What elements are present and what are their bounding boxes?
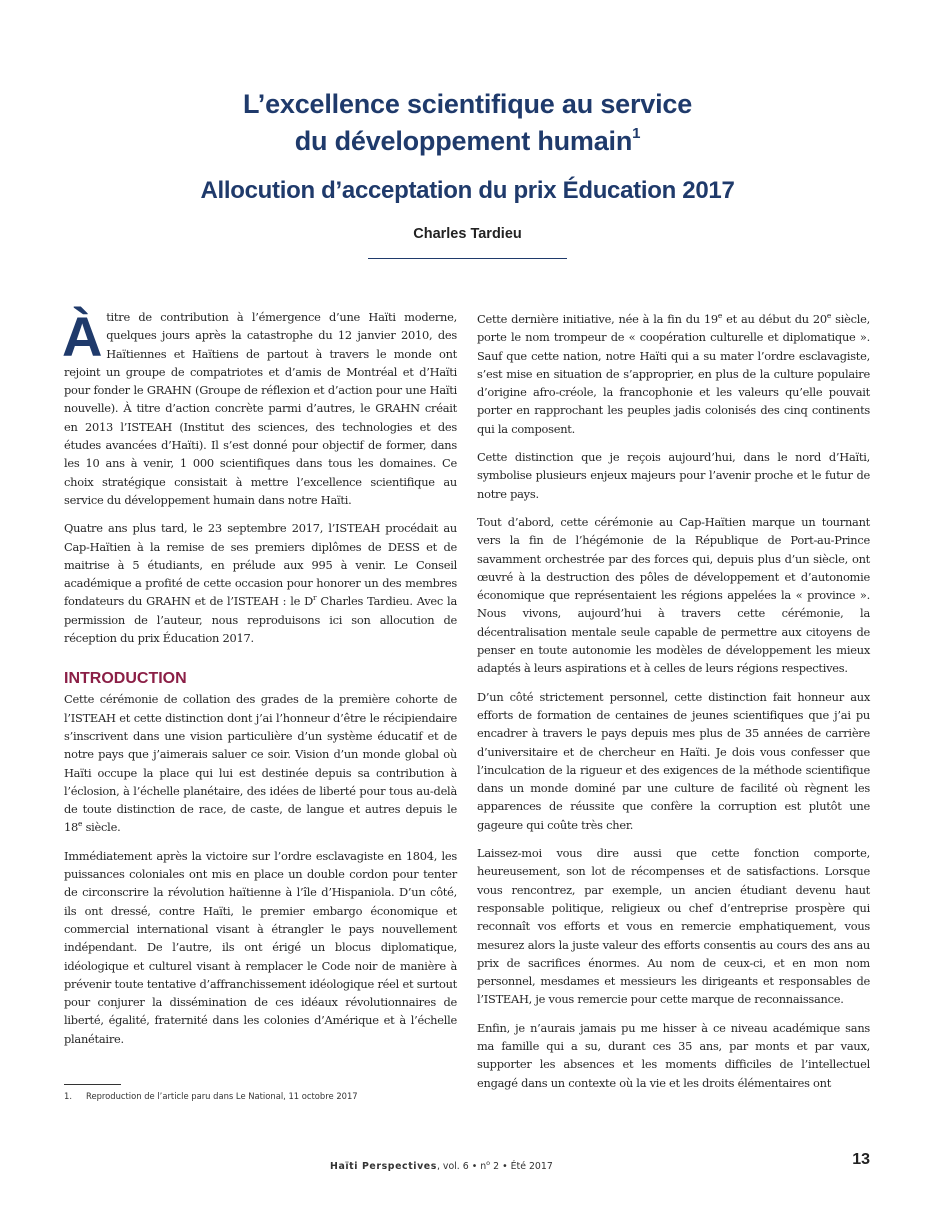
- footnote-text: Reproduction de l’article paru dans Le National, 11 octobre 2017: [86, 1091, 358, 1101]
- paragraph-body-8: Enfin, je n’aurais jamais pu me hisser à ce niveau académique sans ma famille qui a su, durant ces 35 ans, par monts et par vaux, supporter les absences et les moments difficiles de l’intellectuel engagé dans un contexte où la vie et les droits élémentaires ont: [477, 1020, 870, 1090]
- paragraph-body-4: Cette distinction que je reçois aujourd’hui, dans le nord d’Haïti, symbolise plusieurs enjeux majeurs pour l’avenir proche et le futur de notre pays.: [477, 450, 870, 501]
- title-line-1: L’excellence scientifique au service: [242, 89, 693, 119]
- drop-cap: À: [62, 305, 103, 368]
- journal-name: Haïti Perspectives: [330, 1161, 437, 1173]
- paragraph-body-6: D’un côté strictement personnel, cette distinction fait honneur aux efforts de formation de centaines de jeunes scientifiques que j’ai pu encadrer à travers le pays depuis mes plus de 35 années de carrière d’universitaire et de chercheur en Haïti. Je dois vous confesser que l’inculcation de la rigueur et des exigences de la méthode scientifique dans un monde dominé par une culture de facilité où règnent les apparences de réussite que confère la corruption est plutôt une gageure qui coûte très cher.: [477, 689, 870, 832]
- title-line-2: du développement humain: [294, 126, 633, 156]
- right-column: [477, 310, 870, 1102]
- author-divider: [368, 258, 567, 259]
- footnote: [64, 1090, 464, 1102]
- paragraph-body-3: Cette dernière initiative, née à la fin du 19e et au début du 20e siècle, porte le nom trompeur de « coopération culturelle et diplomatique ». Sauf que cette nation, notre Haïti qui a su mater l’ordre esclavagiste, s’est mise en situation de s’approprier, en plus de la culture populaire d’origine afro-créole, la francophonie et les valeurs qu’elle pouvait porter en rapprochant les peuples jadis colonisés des cinq continents qui la composent.: [477, 311, 870, 436]
- title-footnote-marker[interactable]: 1: [632, 125, 641, 142]
- paragraph-body-2: Immédiatement après la victoire sur l’ordre esclavagiste en 1804, les puissances coloniales ont mis en place un double cordon pour tenter de circonscrire la révolution haïtienne à l’île d’Hispaniola. D’un côté, ils ont dressé, contre Haïti, le premier embargo économique et commercial international visant à étrangler le pays nouvellement indépendant. De l’autre, ils ont érigé un blocus diplomatique, idéologique et culturel visant à remplacer le Code noir de manière à prévenir toute tentative d’affranchissement idéologique réel et surtout pour conjurer la dissémination de ces idéaux révolutionnaires de liberté, égalité, fraternité dans les colonies d’Amérique et à l’échelle planétaire.: [64, 848, 457, 1046]
- left-column: [62, 305, 457, 1058]
- article-title: [0, 86, 935, 160]
- footnote-divider: [64, 1084, 121, 1085]
- page-number: 13: [852, 1151, 870, 1168]
- page-footer: Haïti Perspectives, vol. 6 • $n^o$ 2 • Été 2017: [330, 1159, 553, 1173]
- article-subtitle: Allocution d’acceptation du prix Éducation 2017: [200, 177, 735, 204]
- paragraph-body-5: Tout d’abord, cette cérémonie au Cap-Haïtien marque un tournant vers la fin de l’hégémonie de la République de Port-au-Prince savamment orchestrée par des forces qui, depuis plus d’un siècle, ont œuvré à la destruction des pôles de développement et d’autonomie économique que représentaient les régions appelées la « province ». Nous vivons, aujourd’hui à travers cette cérémonie, la décentralisation mentale seule capable de permettre aux citoyens de penser en toute autonomie les modèles de développement les mieux adaptés à leurs aspirations et à celles de leurs régions respectives.: [477, 514, 870, 676]
- paragraph-intro-2: Quatre ans plus tard, le 23 septembre 2017, l’ISTEAH procédait au Cap-Haïtien à la remise de ses premiers diplômes de DESS et de maitrise à 5 étudiants, en prélude aux 995 à venir. Le Conseil académique a profité de cette occasion pour honorer un des membres fondateurs du GRAHN et de l’ISTEAH : le $D^r$ Charles Tardieu. Avec la permission de l’auteur, nous reproduisons ici son allocution de réception du prix Éducation 2017.: [64, 521, 457, 646]
- paragraph-intro-1: À titre de contribution à l’émergence d’une Haïti moderne, quelques jours après la catastrophe du 12 janvier 2010, des Haïtiennes et Haïtiens de partout à travers le monde ont rejoint un groupe de compatriotes et d’amis de Montréal et d’Haïti pour fonder le GRAHN (Groupe de réflexion et d’action pour une Haïti nouvelle). À titre d’action concrète parmi d’autres, le GRAHN créait en 2013 l’ISTEAH (Institut des sciences, des technologies et des études avancées d’Haïti). Il s’est donné pour objectif de former, dans les 10 ans à venir, 1 000 scientifiques dans tous les domaines. Ce choix stratégique consistait à mettre l’excellence scientifique au service du développement humain dans notre Haïti.: [62, 305, 457, 507]
- footnote-number: 1.: [64, 1091, 72, 1101]
- article-author: Charles Tardieu: [413, 226, 522, 242]
- paragraph-body-7: Laissez-moi vous dire aussi que cette fonction comporte, heureusement, son lot de récompenses et de satisfactions. Lorsque vous rencontrez, par exemple, un ancien étudiant devenu haut responsable politique, religieux ou chef d’entreprise prospère qui reconnaît vos efforts et vous en remercie emphatiquement, vous mesurez alors la juste valeur des efforts consentis au cours des ans au prix de sacrifices énormes. Au nom de ceux-ci, et en mon nom personnel, mesdames et messieurs les dirigeants et responsables de l’ISTEAH, je vous remercie pour cette marque de reconnaissance.: [477, 846, 870, 1007]
- paragraph-body-1: Cette cérémonie de collation des grades de la première cohorte de l’ISTEAH et cette distinction dont j’ai l’honneur d’être le récipiendaire s’inscrivent dans une vision particulière d’un système éducatif et de notre pays que j’aimerais saluer ce soir. Vision d’un monde global où Haïti occupe la place qui lui est destinée depuis sa contribution à l’éclosion, à l’échelle planétaire, des idées de liberté pour tous au-delà de toute distinction de race, de caste, de langue et autres depuis le 18e siècle.: [64, 692, 457, 835]
- section-heading-introduction: INTRODUCTION: [64, 670, 187, 688]
